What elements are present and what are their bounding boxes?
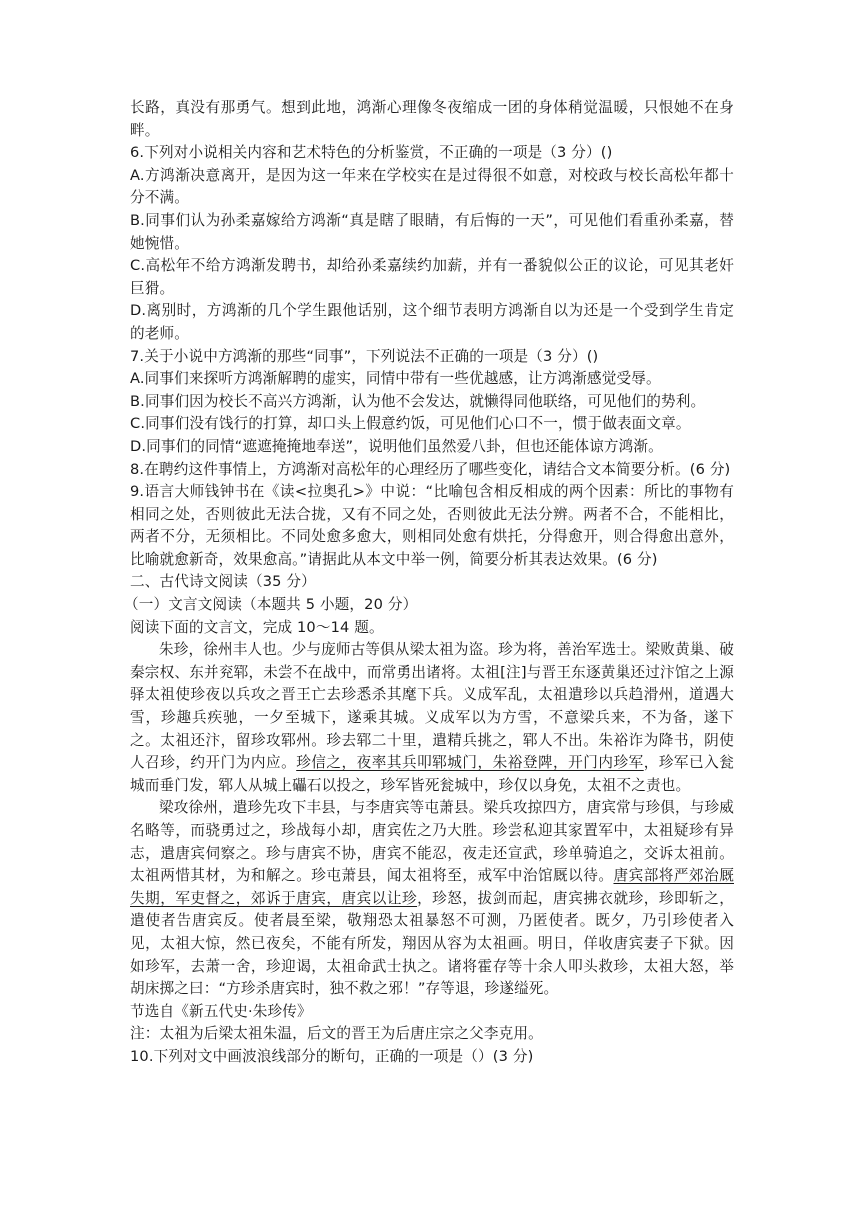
classical-text-paragraph-2 bbox=[130, 797, 734, 1000]
reading-instruction: 阅读下面的文言文，完成 10～14 题。 bbox=[130, 618, 384, 636]
question-9: 9.语言大师钱钟书在《读<拉奥孔>》中说：“比喻包含相反相成的两个因素：所比的事物有相同之处，否则彼此无法合拢，又有不同之处，否则彼此无法分辨。两者不合，不能相比，两者不分，无须相比。不同处愈多愈大，则相同处愈有烘托，分得愈开，则合得愈出意外，比喻就愈新奇，效果愈高。”请据此从本文中举一例，简要分析其表达效果。(6 分) bbox=[130, 483, 734, 568]
question-6-option-c: C.高松年不给方鸿渐发聘书，却给孙柔嘉续约加薪，并有一番貌似公正的议论，可见其老奸巨猾。 bbox=[130, 257, 734, 297]
question-7-option-d: D.同事们的同情“遮遮掩掩地奉送”，说明他们虽然爱八卦，但也还能体谅方鸿渐。 bbox=[130, 437, 663, 455]
question-7-option-a: A.同事们来探听方鸿渐解聘的虚实，同情中带有一些优越感，让方鸿渐感觉受辱。 bbox=[130, 370, 661, 388]
footnote: 注：太祖为后梁太祖朱温，后文的晋王为后唐庄宗之父李克用。 bbox=[130, 1025, 543, 1043]
question-6-option-b: B.同事们认为孙柔嘉嫁给方鸿渐“真是瞎了眼睛，有后悔的一天”，可见他们看重孙柔嘉，替她惋惜。 bbox=[130, 211, 734, 252]
source-citation: 节选自《新五代史·朱珍传》 bbox=[130, 1002, 312, 1020]
section-2-1-heading: （一）文言文阅读（本题共 5 小题，20 分） bbox=[124, 596, 418, 614]
question-7-stem: 7.关于小说中方鸿渐的那些“同事”，下列说法不正确的一项是（3 分）() bbox=[130, 347, 599, 365]
section-2-heading: 二、古代诗文阅读（35 分） bbox=[130, 573, 316, 591]
document-page bbox=[124, 97, 735, 1069]
question-6-option-a: A.方鸿渐决意离开，是因为这一年来在学校实在是过得很不如意，对校政与校长高松年都十分不满。 bbox=[130, 166, 734, 207]
intro-tail-paragraph: 长路，真没有那勇气。想到此地，鸿渐心理像冬夜缩成一团的身体稍觉温暖，只恨她不在身畔。 bbox=[130, 99, 734, 139]
question-10-stem: 10.下列对文中画波浪线部分的断句，正确的一项是（）(3 分) bbox=[130, 1047, 534, 1065]
paragraph-2-underlined-text: 唐宾部将严郊治厩失期，军吏督之，郊诉于唐宾，唐宾以让珍 bbox=[130, 867, 734, 907]
question-6-stem: 6.下列对小说相关内容和艺术特色的分析鉴赏，不正确的一项是（3 分）() bbox=[130, 144, 613, 162]
question-6-option-d: D.离别时，方鸿渐的几个学生跟他话别，这个细节表明方鸿渐自以为还是一个受到学生肯定的老师。 bbox=[130, 302, 734, 342]
paragraph-2-text: 梁攻徐州，遣珍先攻下丰县，与李唐宾等屯萧县。梁兵攻掠四方，唐宾常与珍俱，与珍威名略等，而骁勇过之，珍战每小却，唐宾佐之乃大胜。珍尝私迎其家置军中，太祖疑珍有异志，遣唐宾伺察之。珍与唐宾不协，唐宾不能忍，夜走还宣武，珍单骑追之，交诉太祖前。太祖两惜其材，为和解之。珍屯萧县，闻太祖将至，戒军中治馆厩以待。 bbox=[130, 799, 735, 885]
question-7-option-b: B.同事们因为校长不高兴方鸿渐，认为他不会发达，就懒得同他联络，可见他们的势利。 bbox=[130, 392, 706, 410]
paragraph-1-underlined-text: 珍信之，夜率其兵叩郓城门，朱裕登陴，开门内珍军 bbox=[296, 754, 644, 772]
question-7-option-c: C.同事们没有饯行的打算，却口头上假意约饭，可见他们心口不一，惯于做表面文章。 bbox=[130, 415, 691, 433]
question-8: 8.在聘约这件事情上，方鸿渐对高松年的心理经历了哪些变化，请结合文本简要分析。(6 分) bbox=[130, 460, 731, 478]
paragraph-1-text-end: ，珍军已入瓮城而垂门发，郓人从城上礧石以投之，珍军皆死瓮城中，珍仅以身免，太祖不之责也。 bbox=[130, 754, 735, 794]
classical-text-paragraph-1 bbox=[130, 639, 734, 797]
paragraph-1-text: 朱珍，徐州丰人也。少与庞师古等俱从梁太祖为盗。珍为将，善治军选士。梁败黄巢、破秦宗权、东并兖郓，未尝不在战中，而常勇出诸将。太祖[注]与晋王东逐黄巢还过汴馆之上源驿太祖使珍夜以兵攻之晋王亡去珍悉杀其麾下兵。义成军乱，太祖遣珍以兵趋滑州，道遇大雪，珍趣兵疾驰，一夕至城下，遂乘其城。义成军以为方雪，不意梁兵来，不为备，遂下之。太祖还汴，留珍攻郓州。珍去郓二十里，遣精兵挑之，郓人不出。朱裕诈为降书，阴使人召珍，约开门为内应。 bbox=[130, 641, 735, 772]
paragraph-2-text-end: ，珍怒，拔剑而起，唐宾拂衣就珍，珍即斩之，遣使者告唐宾反。使者晨至梁，敬翔恐太祖暴怒不可测，乃匿使者。既夕，乃引珍使者入见，太祖大惊，然已夜矣，不能有所发，翔因从容为太祖画。明日，佯收唐宾妻子下狱。因如珍军，去萧一舍，珍迎谒，太祖命武士执之。诸将霍存等十余人叩头救珍，太祖大怒，举胡床掷之曰：“方珍杀唐宾时，独不救之邪！”存等退，珍遂缢死。 bbox=[130, 889, 734, 998]
